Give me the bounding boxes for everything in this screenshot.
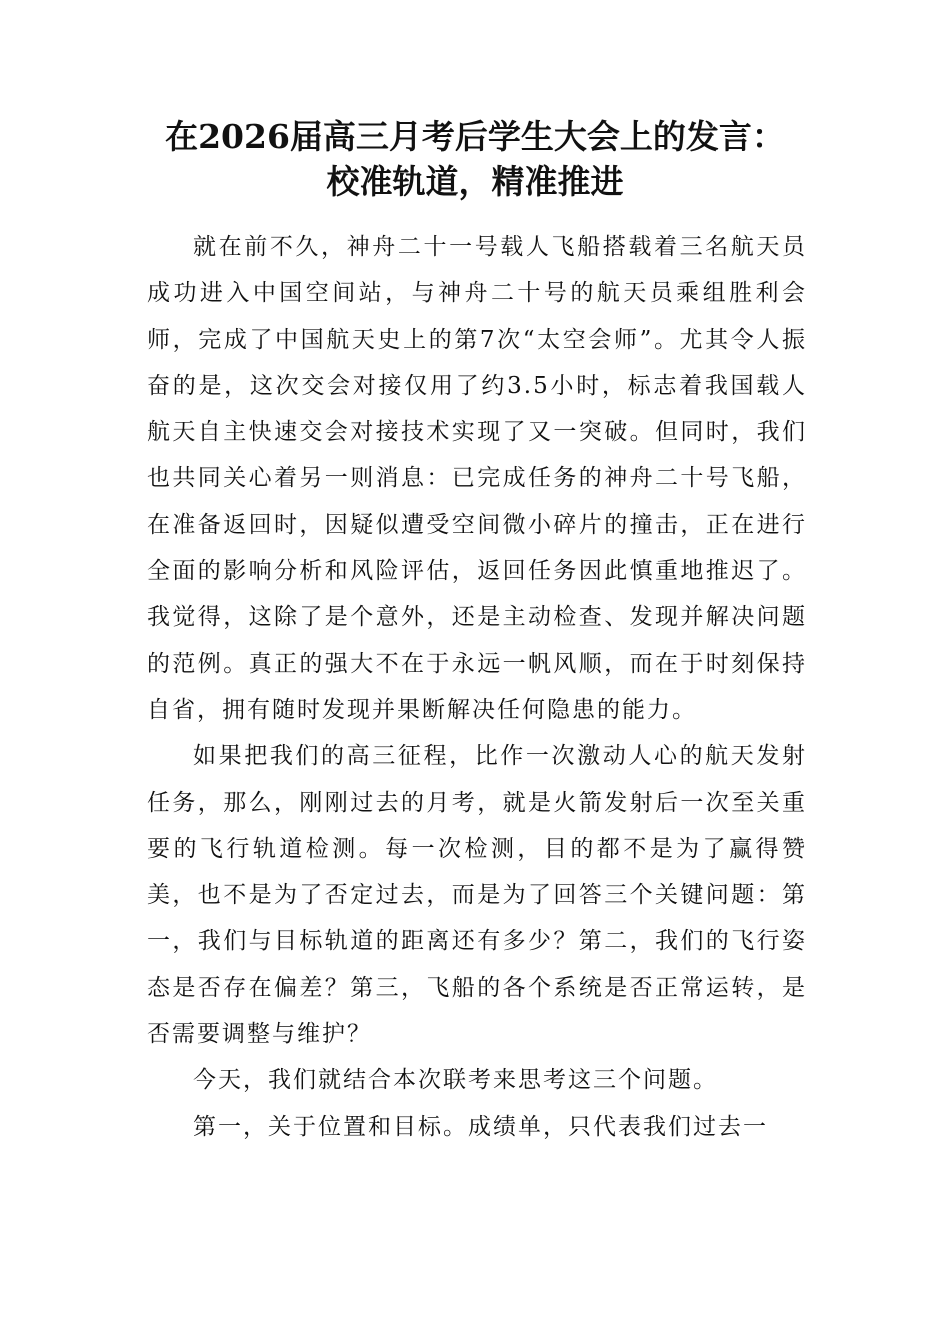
paragraph-shenzhou-news: 就在前不久，神舟二十一号载人飞船搭载着三名航天员成功进入中国空间站，与神舟二十号的航天员乘组胜利会师，完成了中国航天史上的第7次“太空会师”。尤其令人振奋的是，这次交会对接仅用了约3.5小时，标志着我国载人航天自主快速交会对接技术实现了又一突破。但同时，我们也共同关心着另一则消息：已完成任务的神舟二十号飞船，在准备返回时，因疑似遭受空间微小碎片的撞击，正在进行全面的影响分析和风险评估，返回任务因此慎重地推迟了。我觉得，这除了是个意外，还是主动检查、发现并解决问题的范例。真正的强大不在于永远一帆风顺，而在于时刻保持自省，拥有随时发现并果断解决任何隐患的能力。 [147, 234, 807, 723]
document-body [147, 224, 807, 1150]
paragraph-exam-analogy: 如果把我们的高三征程，比作一次激动人心的航天发射任务，那么，刚刚过去的月考，就是火箭发射后一次至关重要的飞行轨道检测。每一次检测，目的都不是为了赢得赞美，也不是为了否定过去，而是为了回答三个关键问题：第一，我们与目标轨道的距离还有多少？第二，我们的飞行姿态是否存在偏差？第三，飞船的各个系统是否正常运转，是否需要调整与维护？ [147, 743, 807, 1048]
document-title-line-2: 校准轨道，精准推进 [326, 162, 624, 201]
paragraph-intro-questions: 今天，我们就结合本次联考来思考这三个问题。 [193, 1067, 718, 1094]
paragraph-first-point: 第一，关于位置和目标。成绩单，只代表我们过去一 [193, 1113, 768, 1140]
document-title-line-1: 在2026届高三月考后学生大会上的发言： [165, 117, 785, 156]
